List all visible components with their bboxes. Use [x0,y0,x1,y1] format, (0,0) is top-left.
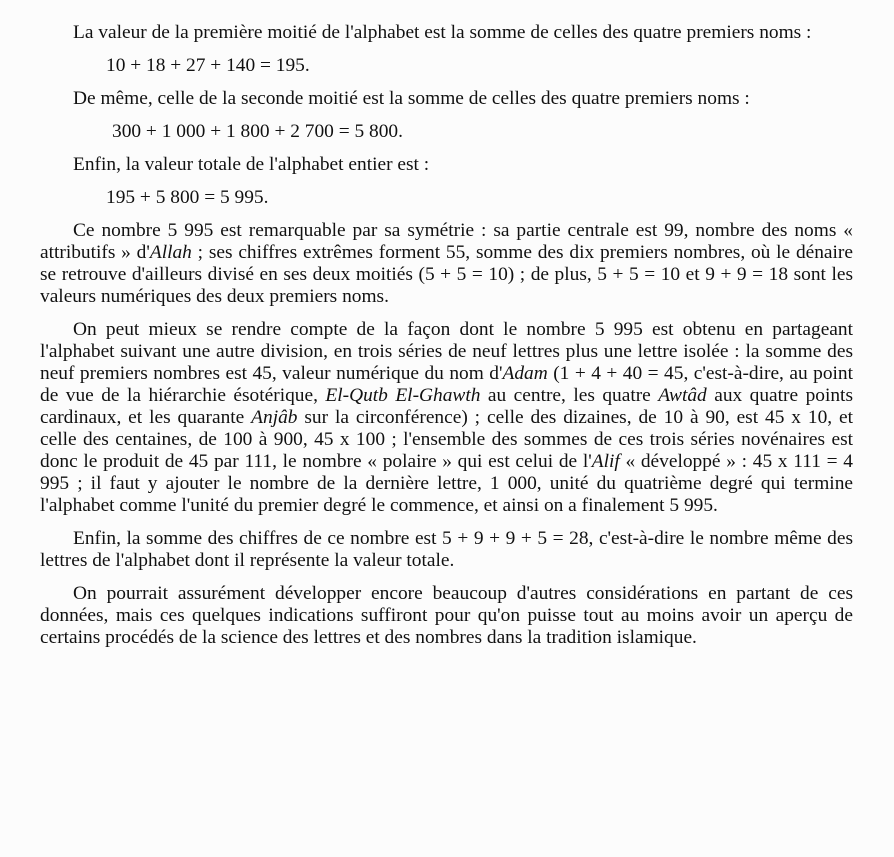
text-run: On peut mieux se rendre compte de la façon dont le nombre 5 995 est obtenu en partageant l'alphabet suivant une autre division, en trois séries de neuf lettres plus une lettre isolée : la somme des neuf premiers nombres est 45, valeur numérique du nom d' [40,319,853,384]
paragraph-second-half: De même, celle de la seconde moitié est la somme de celles des quatre premiers noms : [73,88,750,109]
formula-total-value: 195 + 5 800 = 5 995. [106,187,269,208]
italic-term: Awtâd [658,385,707,406]
formula-second-half: 300 + 1 000 + 1 800 + 2 700 = 5 800. [112,121,403,142]
paragraph-first-half: La valeur de la première moitié de l'alphabet est la somme de celles des quatre premiers noms : [73,22,812,43]
text-run: « développé » : 45 x 111 = 4 995 ; il faut y ajouter le nombre de la dernière lettre, 1 000, unité du quatrième degré qui termine l'alphabet comme l'unité du premier degré le commence, et ainsi on a finalement 5 995. [40,451,853,516]
text-run: ; ses chiffres extrêmes forment 55, somme des dix premiers nombres, où le dénaire se retrouve d'ailleurs divisé en ses deux moitiés (5 + 5 = 10) ; de plus, 5 + 5 = 10 et 9 + 9 = 18 sont les valeurs numériques des deux premiers noms. [40,242,853,307]
text-run: Ce nombre 5 995 est remarquable par sa symétrie : sa partie centrale est 99, nombre des noms « attributifs » d' [40,220,853,263]
text-run: sur la circonférence) ; celle des dizaines, de 10 à 90, est 45 x 10, et celle des centaines, de 100 à 900, 45 x 100 ; l'ensemble des sommes de ces trois séries novénaires est donc le produit de 45 par 111, le nombre « polaire » qui est celui de l' [40,407,853,472]
italic-term: Adam [502,363,548,384]
formula-first-half: 10 + 18 + 27 + 140 = 195. [106,55,310,76]
document-body [40,22,853,660]
paragraph-division [40,319,853,517]
italic-term: Allah [149,242,192,263]
italic-term: Alif [591,451,620,472]
italic-term: El-Qutb El-Ghawth [325,385,481,406]
text-run: aux quatre points cardinaux, et les quarante [40,385,853,428]
paragraph-conclusion: On pourrait assurément développer encore beaucoup d'autres considérations en partant de ces données, mais ces quelques indications suffiront pour qu'on puisse tout au moins avoir un aperçu de certains procédés de la science des lettres et des nombres dans la tradition islamique. [40,583,853,648]
text-run: (1 + 4 + 40 = 45, c'est-à-dire, au point de vue de la hiérarchie ésotérique, [40,363,854,406]
paragraph-total-value: Enfin, la valeur totale de l'alphabet entier est : [73,154,430,175]
italic-term: Anjâb [251,407,298,428]
text-run: au centre, les quatre [480,385,659,406]
paragraph-digit-sum: Enfin, la somme des chiffres de ce nombre est 5 + 9 + 9 + 5 = 28, c'est-à-dire le nombre même des lettres de l'alphabet dont il représente la valeur totale. [40,528,853,571]
paragraph-symmetry [40,220,853,308]
